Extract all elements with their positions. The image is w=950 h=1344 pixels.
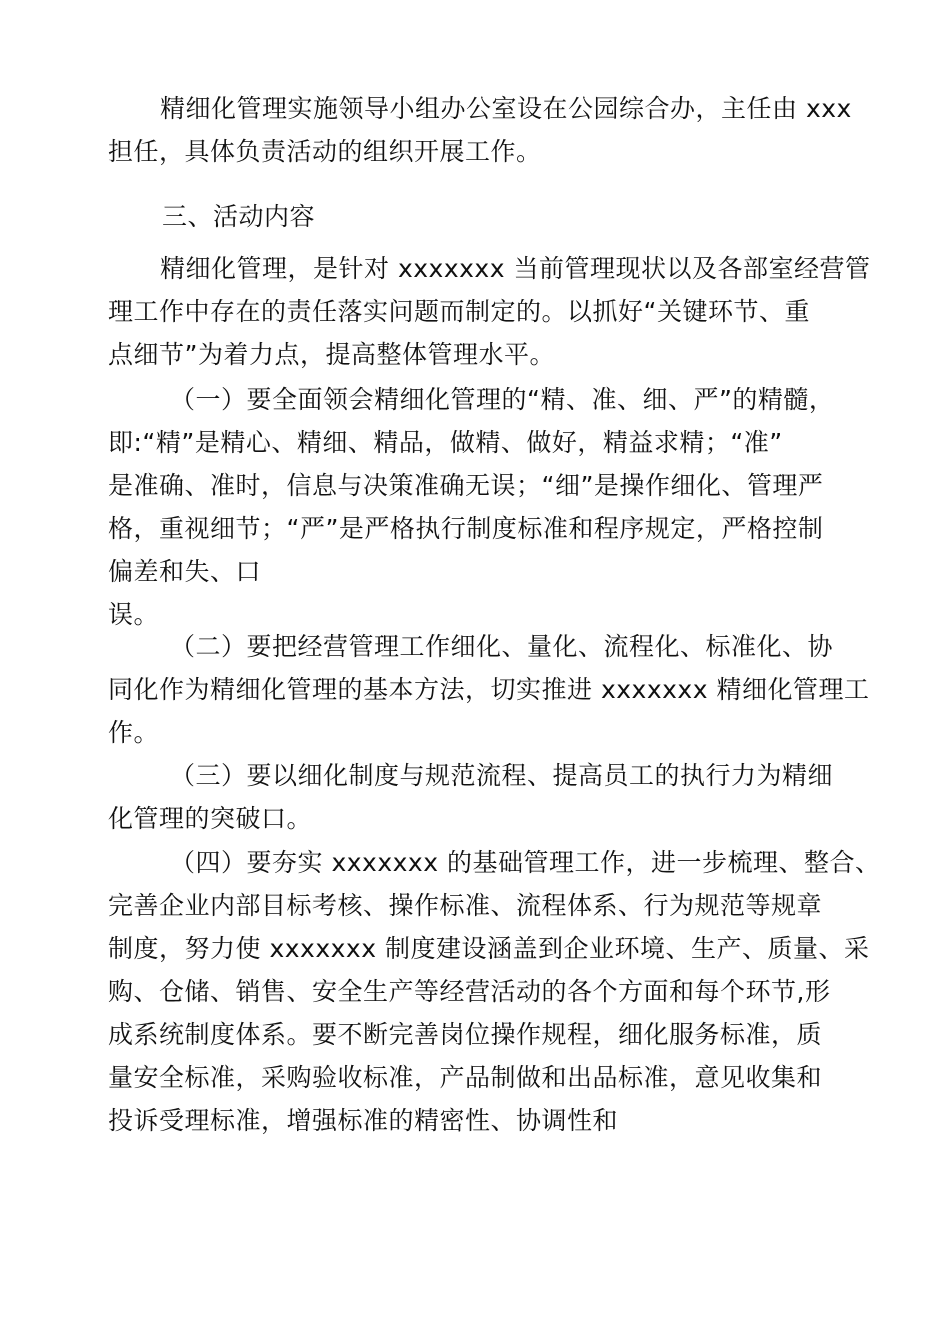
paragraph-item-three [108, 754, 844, 840]
paragraph-item-one [108, 378, 844, 636]
paragraph-item-two [108, 625, 870, 754]
text-line: （一）要全面领会精细化管理的“精、准、细、严”的精髓， [170, 385, 835, 414]
text-line: 购、仓储、销售、安全生产等经营活动的各个方面和每个环节,形 [108, 977, 831, 1006]
text-line: （二）要把经营管理工作细化、量化、流程化、标准化、协 [170, 632, 834, 661]
paragraph-refined-management [108, 247, 871, 376]
paragraph-office-setup [108, 87, 852, 173]
text-line: 误。 [108, 600, 160, 629]
text-line: 精细化管理实施领导小组办公室设在公园综合办，主任由 xxx [160, 94, 852, 123]
text-line: 偏差和失、口 [108, 557, 262, 586]
text-line: 是准确、准时，信息与决策准确无误；“细”是操作细化、管理严 [108, 471, 824, 500]
text-line: 精细化管理，是针对 xxxxxxx 当前管理现状以及各部室经营管 [160, 254, 871, 283]
text-line: 同化作为精细化管理的基本方法，切实推进 xxxxxxx 精细化管理工 [108, 675, 870, 704]
text-line: 即:“精”是精心、精细、精品，做精、做好，精益求精；“准” [108, 428, 783, 457]
text-line: 理工作中存在的责任落实问题而制定的。以抓好“关键环节、重 [108, 297, 810, 326]
text-line: 担任，具体负责活动的组织开展工作。 [108, 137, 542, 166]
text-line: 格，重视细节；“严”是严格执行制度标准和程序规定，严格控制 [108, 514, 824, 543]
text-line: 作。 [108, 718, 160, 747]
text-line: 量安全标准，采购验收标准，产品制做和出品标准，意见收集和 [108, 1063, 823, 1092]
text-line: （三）要以细化制度与规范流程、提高员工的执行力为精细 [170, 761, 834, 790]
paragraph-item-four [108, 841, 881, 1142]
text-line: （四）要夯实 xxxxxxx 的基础管理工作，进一步梳理、整合、 [170, 848, 881, 877]
text-line: 成系统制度体系。要不断完善岗位操作规程，细化服务标准，质 [108, 1020, 823, 1049]
text-line: 完善企业内部目标考核、操作标准、流程体系、行为规范等规章 [108, 891, 823, 920]
text-line: 化管理的突破口。 [108, 804, 313, 833]
section-heading: 三、活动内容 [162, 202, 316, 231]
text-line: 点细节”为着力点，提高整体管理水平。 [108, 340, 555, 369]
text-line: 投诉受理标准，增强标准的精密性、协调性和 [108, 1106, 619, 1135]
section-heading-activity-content [108, 195, 844, 238]
text-line: 制度，努力使 xxxxxxx 制度建设涵盖到企业环境、生产、质量、采 [108, 934, 870, 963]
